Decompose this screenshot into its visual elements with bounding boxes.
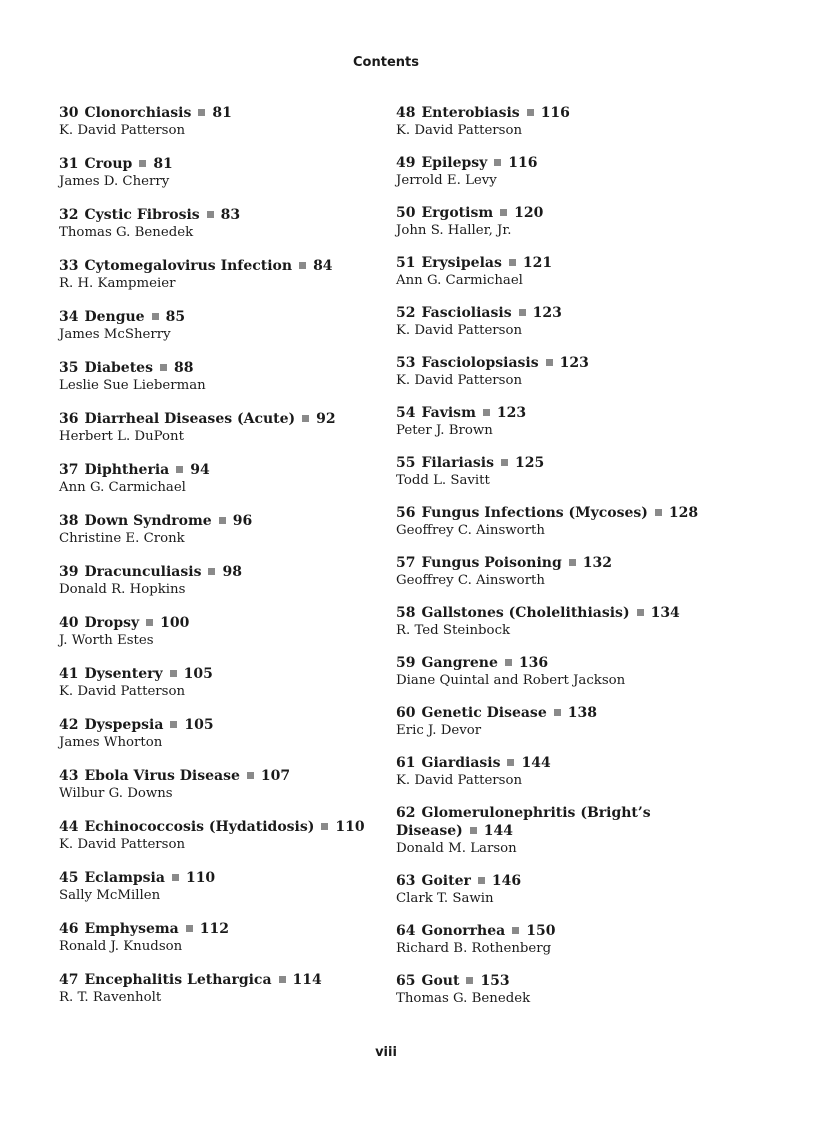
entry-page: 136 (518, 655, 549, 671)
toc-entry[interactable] (396, 922, 706, 958)
entry-author: John S. Haller, Jr. (396, 223, 512, 238)
entry-author: Geoffrey C. Ainsworth (396, 573, 545, 588)
entry-page: 153 (480, 973, 510, 989)
entry-number: 32 (59, 207, 79, 223)
page-title: Contents (353, 55, 419, 70)
entry-page: 114 (292, 972, 322, 988)
entry-author: Jerrold E. Levy (396, 173, 497, 188)
entry-number: 61 (396, 755, 416, 771)
toc-entry[interactable] (59, 665, 379, 716)
bullet-square-icon (170, 721, 177, 728)
toc-entry[interactable] (59, 512, 379, 563)
entry-number: 46 (59, 921, 79, 937)
toc-entry[interactable] (396, 204, 706, 240)
toc-entry[interactable] (59, 410, 379, 461)
entry-page: 96 (232, 513, 253, 529)
entry-page: 132 (582, 555, 612, 571)
entry-page: 146 (491, 873, 522, 889)
bullet-square-icon (186, 925, 193, 932)
toc-entry[interactable] (396, 704, 706, 740)
entry-page: 88 (173, 360, 194, 376)
entry-title: Filariasis (421, 455, 494, 471)
entry-page: 120 (514, 205, 544, 221)
entry-number: 65 (396, 973, 416, 989)
entry-author: R. T. Ravenholt (59, 990, 162, 1005)
toc-entry[interactable] (396, 504, 706, 540)
entry-author: Ann G. Carmichael (396, 273, 523, 288)
bullet-square-icon (302, 415, 309, 422)
entry-title: Diphtheria (84, 462, 170, 478)
toc-entry[interactable] (59, 308, 379, 359)
toc-entry[interactable] (396, 972, 706, 1008)
entry-title: Enterobiasis (421, 105, 520, 121)
bullet-square-icon (500, 209, 507, 216)
entry-page: 128 (668, 505, 699, 521)
entry-title: Ergotism (421, 205, 494, 221)
entry-title: Gout (421, 973, 460, 989)
entry-number: 63 (396, 873, 416, 889)
toc-entry[interactable] (59, 257, 379, 308)
bullet-square-icon (655, 509, 662, 516)
bullet-square-icon (160, 364, 167, 371)
entry-author: Ann G. Carmichael (59, 480, 186, 495)
entry-author: Eric J. Devor (396, 723, 482, 738)
entry-author: Diane Quintal and Robert Jackson (396, 673, 626, 688)
entry-author: Peter J. Brown (396, 423, 493, 438)
entry-number: 39 (59, 564, 79, 580)
entry-page: 150 (526, 923, 556, 939)
entry-number: 57 (396, 555, 416, 571)
entry-page: 81 (212, 105, 232, 121)
toc-entry[interactable] (396, 304, 706, 340)
bullet-square-icon (146, 619, 153, 626)
toc-entry[interactable] (396, 604, 706, 640)
entry-title: Erysipelas (421, 255, 502, 271)
entry-title: Glomerulonephritis (Bright’s Disease) (396, 805, 651, 839)
entry-title: Fungus Poisoning (421, 555, 562, 571)
entry-number: 50 (396, 205, 416, 221)
bullet-square-icon (505, 659, 512, 666)
toc-entry[interactable] (59, 155, 379, 206)
toc-entry[interactable] (396, 104, 706, 140)
toc-entry[interactable] (59, 971, 379, 1022)
entry-page: 144 (521, 755, 551, 771)
entry-title: Eclampsia (84, 870, 165, 886)
toc-entry[interactable] (396, 754, 706, 790)
entry-number: 51 (396, 255, 416, 271)
entry-title: Favism (421, 405, 476, 421)
entry-title: Fascioliasis (421, 305, 512, 321)
entry-number: 41 (59, 666, 79, 682)
toc-column-right (396, 104, 706, 1022)
entry-title: Gallstones (Cholelithiasis) (421, 605, 630, 621)
bullet-square-icon (509, 259, 516, 266)
entry-page: 134 (650, 605, 680, 621)
bullet-square-icon (139, 160, 146, 167)
entry-page: 107 (260, 768, 291, 784)
entry-author: Todd L. Savitt (396, 473, 490, 488)
entry-page: 121 (522, 255, 553, 271)
entry-author: K. David Patterson (59, 123, 186, 138)
toc-entry[interactable] (396, 404, 706, 440)
bullet-square-icon (170, 670, 177, 677)
entry-title: Dysentery (84, 666, 163, 682)
entry-title: Dracunculiasis (84, 564, 202, 580)
bullet-square-icon (527, 109, 534, 116)
entry-title: Giardiasis (421, 755, 501, 771)
toc-entry[interactable] (396, 872, 706, 908)
entry-author: K. David Patterson (59, 837, 186, 852)
entry-number: 59 (396, 655, 416, 671)
bullet-square-icon (507, 759, 514, 766)
entry-author: Richard B. Rothenberg (396, 941, 552, 956)
entry-number: 31 (59, 156, 79, 172)
toc-entry[interactable] (59, 359, 379, 410)
entry-page: 92 (316, 411, 336, 427)
entry-author: Thomas G. Benedek (59, 225, 194, 240)
entry-title: Fungus Infections (Mycoses) (421, 505, 648, 521)
entry-number: 49 (396, 155, 416, 171)
toc-entry[interactable] (59, 461, 379, 512)
entry-number: 36 (59, 411, 79, 427)
entry-page: 125 (514, 455, 545, 471)
entry-author: R. H. Kampmeier (59, 276, 176, 291)
bullet-square-icon (512, 927, 519, 934)
entry-author: K. David Patterson (396, 323, 523, 338)
entry-title: Cystic Fibrosis (84, 207, 200, 223)
entry-number: 62 (396, 805, 416, 821)
toc-entry[interactable] (59, 206, 379, 257)
entry-title: Diarrheal Diseases (Acute) (84, 411, 296, 427)
toc-entry[interactable] (396, 254, 706, 290)
entry-author: James D. Cherry (59, 174, 170, 189)
entry-title: Ebola Virus Disease (84, 768, 240, 784)
entry-author: Clark T. Sawin (396, 891, 494, 906)
page-number: viii (375, 1045, 397, 1060)
bullet-square-icon (637, 609, 644, 616)
toc-entry[interactable] (59, 869, 379, 920)
entry-title: Gonorrhea (421, 923, 506, 939)
entry-page: 112 (199, 921, 229, 937)
toc-entry[interactable] (396, 554, 706, 590)
entry-number: 64 (396, 923, 416, 939)
entry-author: Thomas G. Benedek (396, 991, 531, 1006)
entry-title: Dengue (84, 309, 145, 325)
entry-title: Dropsy (84, 615, 140, 631)
bullet-square-icon (176, 466, 183, 473)
toc-entry[interactable] (396, 154, 706, 190)
entry-title: Encephalitis Lethargica (84, 972, 272, 988)
bullet-square-icon (247, 772, 254, 779)
entry-number: 45 (59, 870, 79, 886)
bullet-square-icon (172, 874, 179, 881)
bullet-square-icon (198, 109, 205, 116)
entry-page: 144 (483, 823, 513, 839)
entry-page: 123 (532, 305, 562, 321)
entry-number: 56 (396, 505, 416, 521)
entry-number: 42 (59, 717, 79, 733)
entry-author: Donald M. Larson (396, 841, 517, 856)
entry-page: 85 (165, 309, 186, 325)
entry-number: 30 (59, 105, 79, 121)
toc-entry[interactable] (396, 354, 706, 390)
entry-page: 123 (559, 355, 589, 371)
entry-author: J. Worth Estes (59, 633, 154, 648)
bullet-square-icon (483, 409, 490, 416)
entry-page: 100 (160, 615, 190, 631)
entry-number: 58 (396, 605, 416, 621)
toc-entry[interactable] (59, 818, 379, 869)
bullet-square-icon (466, 977, 473, 984)
entry-title: Croup (84, 156, 133, 172)
entry-number: 34 (59, 309, 79, 325)
entry-number: 33 (59, 258, 79, 274)
entry-author: Donald R. Hopkins (59, 582, 186, 597)
toc-entry[interactable] (59, 716, 379, 767)
entry-page: 116 (508, 155, 538, 171)
entry-author: K. David Patterson (396, 773, 523, 788)
entry-page: 81 (153, 156, 173, 172)
bullet-square-icon (569, 559, 576, 566)
entry-author: Herbert L. DuPont (59, 429, 184, 444)
bullet-square-icon (208, 568, 215, 575)
entry-author: James Whorton (59, 735, 163, 750)
toc-entry[interactable] (59, 563, 379, 614)
entry-title: Echinococcosis (Hydatidosis) (84, 819, 315, 835)
entry-number: 35 (59, 360, 79, 376)
bullet-square-icon (546, 359, 553, 366)
entry-title: Down Syndrome (84, 513, 212, 529)
entry-page: 105 (183, 666, 213, 682)
entry-page: 98 (222, 564, 242, 580)
toc-entry[interactable] (59, 104, 379, 155)
entry-title: Goiter (421, 873, 471, 889)
toc-entry[interactable] (396, 454, 706, 490)
entry-title: Cytomegalovirus Infection (84, 258, 293, 274)
entry-title: Diabetes (84, 360, 153, 376)
bullet-square-icon (299, 262, 306, 269)
entry-number: 48 (396, 105, 416, 121)
toc-entry[interactable] (59, 614, 379, 665)
entry-page: 110 (185, 870, 216, 886)
toc-entry[interactable] (59, 920, 379, 971)
bullet-square-icon (494, 159, 501, 166)
bullet-square-icon (207, 211, 214, 218)
entry-author: K. David Patterson (396, 373, 523, 388)
bullet-square-icon (519, 309, 526, 316)
entry-number: 55 (396, 455, 416, 471)
toc-entry[interactable] (396, 654, 706, 690)
entry-title: Emphysema (84, 921, 179, 937)
entry-page: 84 (313, 258, 333, 274)
entry-page: 110 (335, 819, 365, 835)
bullet-square-icon (321, 823, 328, 830)
bullet-square-icon (478, 877, 485, 884)
entry-title: Fasciolopsiasis (421, 355, 539, 371)
entry-number: 38 (59, 513, 79, 529)
entry-page: 123 (496, 405, 527, 421)
entry-title: Gangrene (421, 655, 498, 671)
entry-page: 105 (184, 717, 214, 733)
entry-number: 54 (396, 405, 416, 421)
entry-number: 40 (59, 615, 79, 631)
bullet-square-icon (554, 709, 561, 716)
entry-page: 94 (190, 462, 210, 478)
entry-author: R. Ted Steinbock (396, 623, 511, 638)
entry-page: 83 (220, 207, 241, 223)
entry-number: 53 (396, 355, 416, 371)
entry-number: 52 (396, 305, 416, 321)
toc-entry[interactable] (59, 767, 379, 818)
entry-title: Genetic Disease (421, 705, 547, 721)
toc-entry[interactable] (396, 804, 706, 858)
entry-title: Dyspepsia (84, 717, 164, 733)
bullet-square-icon (219, 517, 226, 524)
entry-page: 138 (567, 705, 597, 721)
entry-page: 116 (540, 105, 570, 121)
entry-author: Wilbur G. Downs (59, 786, 173, 801)
bullet-square-icon (501, 459, 508, 466)
entry-number: 60 (396, 705, 416, 721)
entry-title: Clonorchiasis (84, 105, 192, 121)
entry-author: Leslie Sue Lieberman (59, 378, 206, 393)
entry-title: Epilepsy (421, 155, 488, 171)
entry-number: 44 (59, 819, 79, 835)
entry-author: K. David Patterson (59, 684, 186, 699)
bullet-square-icon (152, 313, 159, 320)
entry-number: 47 (59, 972, 79, 988)
entry-author: Ronald J. Knudson (59, 939, 183, 954)
entry-number: 43 (59, 768, 79, 784)
entry-number: 37 (59, 462, 79, 478)
bullet-square-icon (279, 976, 286, 983)
entry-author: Christine E. Cronk (59, 531, 185, 546)
bullet-square-icon (470, 827, 477, 834)
entry-author: James McSherry (59, 327, 171, 342)
entry-author: Geoffrey C. Ainsworth (396, 523, 545, 538)
entry-author: Sally McMillen (59, 888, 161, 903)
toc-column-left (59, 104, 379, 1022)
entry-author: K. David Patterson (396, 123, 523, 138)
